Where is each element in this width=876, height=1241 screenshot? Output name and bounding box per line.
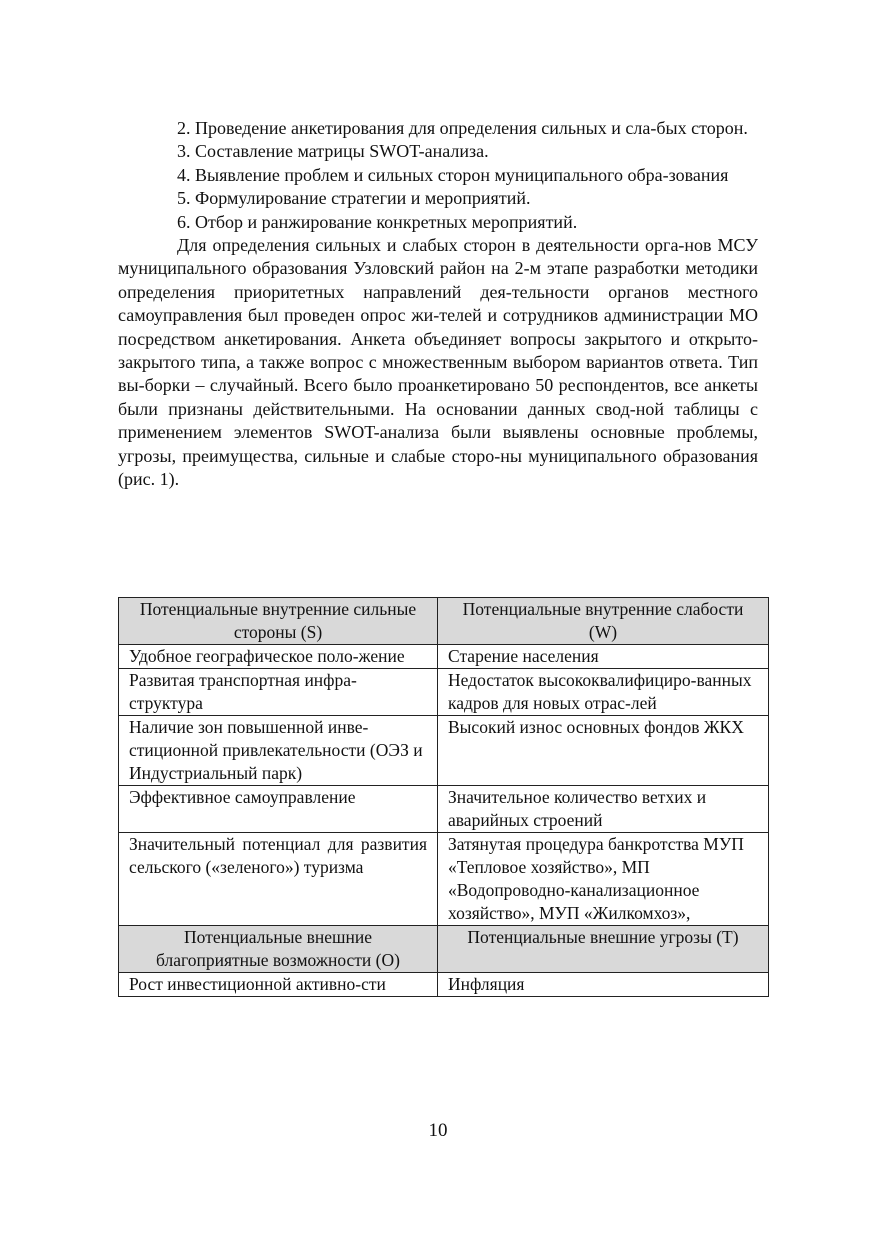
table-row xyxy=(119,973,769,997)
list-item: 6. Отбор и ранжирование конкретных мероприятий. xyxy=(177,211,578,232)
header-strengths: Потенциальные внутренние сильные стороны (S) xyxy=(119,598,438,645)
table-row xyxy=(119,786,769,833)
header-threats: Потенциальные внешние угрозы (T) xyxy=(438,926,769,973)
header-weaknesses: Потенциальные внутренние слабости (W) xyxy=(438,598,769,645)
table-row xyxy=(119,833,769,926)
weakness-cell: Значительное количество ветхих и аварийных строений xyxy=(438,786,769,833)
table-row xyxy=(119,645,769,669)
table-header-row xyxy=(119,926,769,973)
body-paragraph: Для определения сильных и слабых сторон в деятельности орга-нов МСУ муниципального образования Узловский район на 2-м этапе разработки методики определения приоритетных направлений дея-тельности органов местного самоуправления был проведен опрос жи-телей и сотрудников администрации МО посредством анкетирования. Анкета объединяет вопросы закрытого и открыто-закрытого типа, а также вопрос с множественным выбором вариантов ответа. Тип вы-борки – случайный. Всего было проанкетировано 50 респондентов, все анкеты были признаны действительными. На основании данных свод-ной таблицы с применением элементов SWOT-анализа были выявлены основные проблемы, угрозы, преимущества, сильные и слабые сторо-ны муниципального образования (рис. 1). xyxy=(118,235,758,490)
table-header-row xyxy=(119,598,769,645)
swot-table xyxy=(118,597,769,997)
list-item: 4. Выявление проблем и сильных сторон муниципального обра-зования xyxy=(177,164,729,185)
table-row xyxy=(119,669,769,716)
list-item: 2. Проведение анкетирования для определения сильных и сла-бых сторон. xyxy=(177,118,748,138)
strength-cell: Развитая транспортная инфра-структура xyxy=(119,669,438,716)
weakness-cell: Высокий износ основных фондов ЖКХ xyxy=(438,716,769,786)
strength-cell: Наличие зон повышенной инве-стиционной привлекательности (ОЭЗ и Индустриальный парк) xyxy=(119,716,438,786)
table-row xyxy=(119,716,769,786)
opportunity-cell: Рост инвестиционной активно-сти xyxy=(119,973,438,997)
strength-cell: Эффективное самоуправление xyxy=(119,786,438,833)
weakness-cell: Недостаток высококвалифициро-ванных кадров для новых отрас-лей xyxy=(438,669,769,716)
list-item: 5. Формулирование стратегии и мероприятий. xyxy=(177,188,531,209)
weakness-cell: Старение населения xyxy=(438,645,769,669)
threat-cell: Инфляция xyxy=(438,973,769,997)
strength-cell: Удобное географическое поло-жение xyxy=(119,645,438,669)
header-opportunities: Потенциальные внешние благоприятные возможности (O) xyxy=(119,926,438,973)
page-number: 10 xyxy=(428,1120,448,1141)
list-item: 3. Составление матрицы SWOT-анализа. xyxy=(177,141,489,162)
strength-cell: Значительный потенциал для развития сельского («зеленого») туризма xyxy=(119,833,438,926)
page-text xyxy=(118,117,758,492)
weakness-cell: Затянутая процедура банкротства МУП «Тепловое хозяйство», МП «Водопроводно-канализационное хозяйство», МУП «Жилкомхоз», xyxy=(438,833,769,926)
